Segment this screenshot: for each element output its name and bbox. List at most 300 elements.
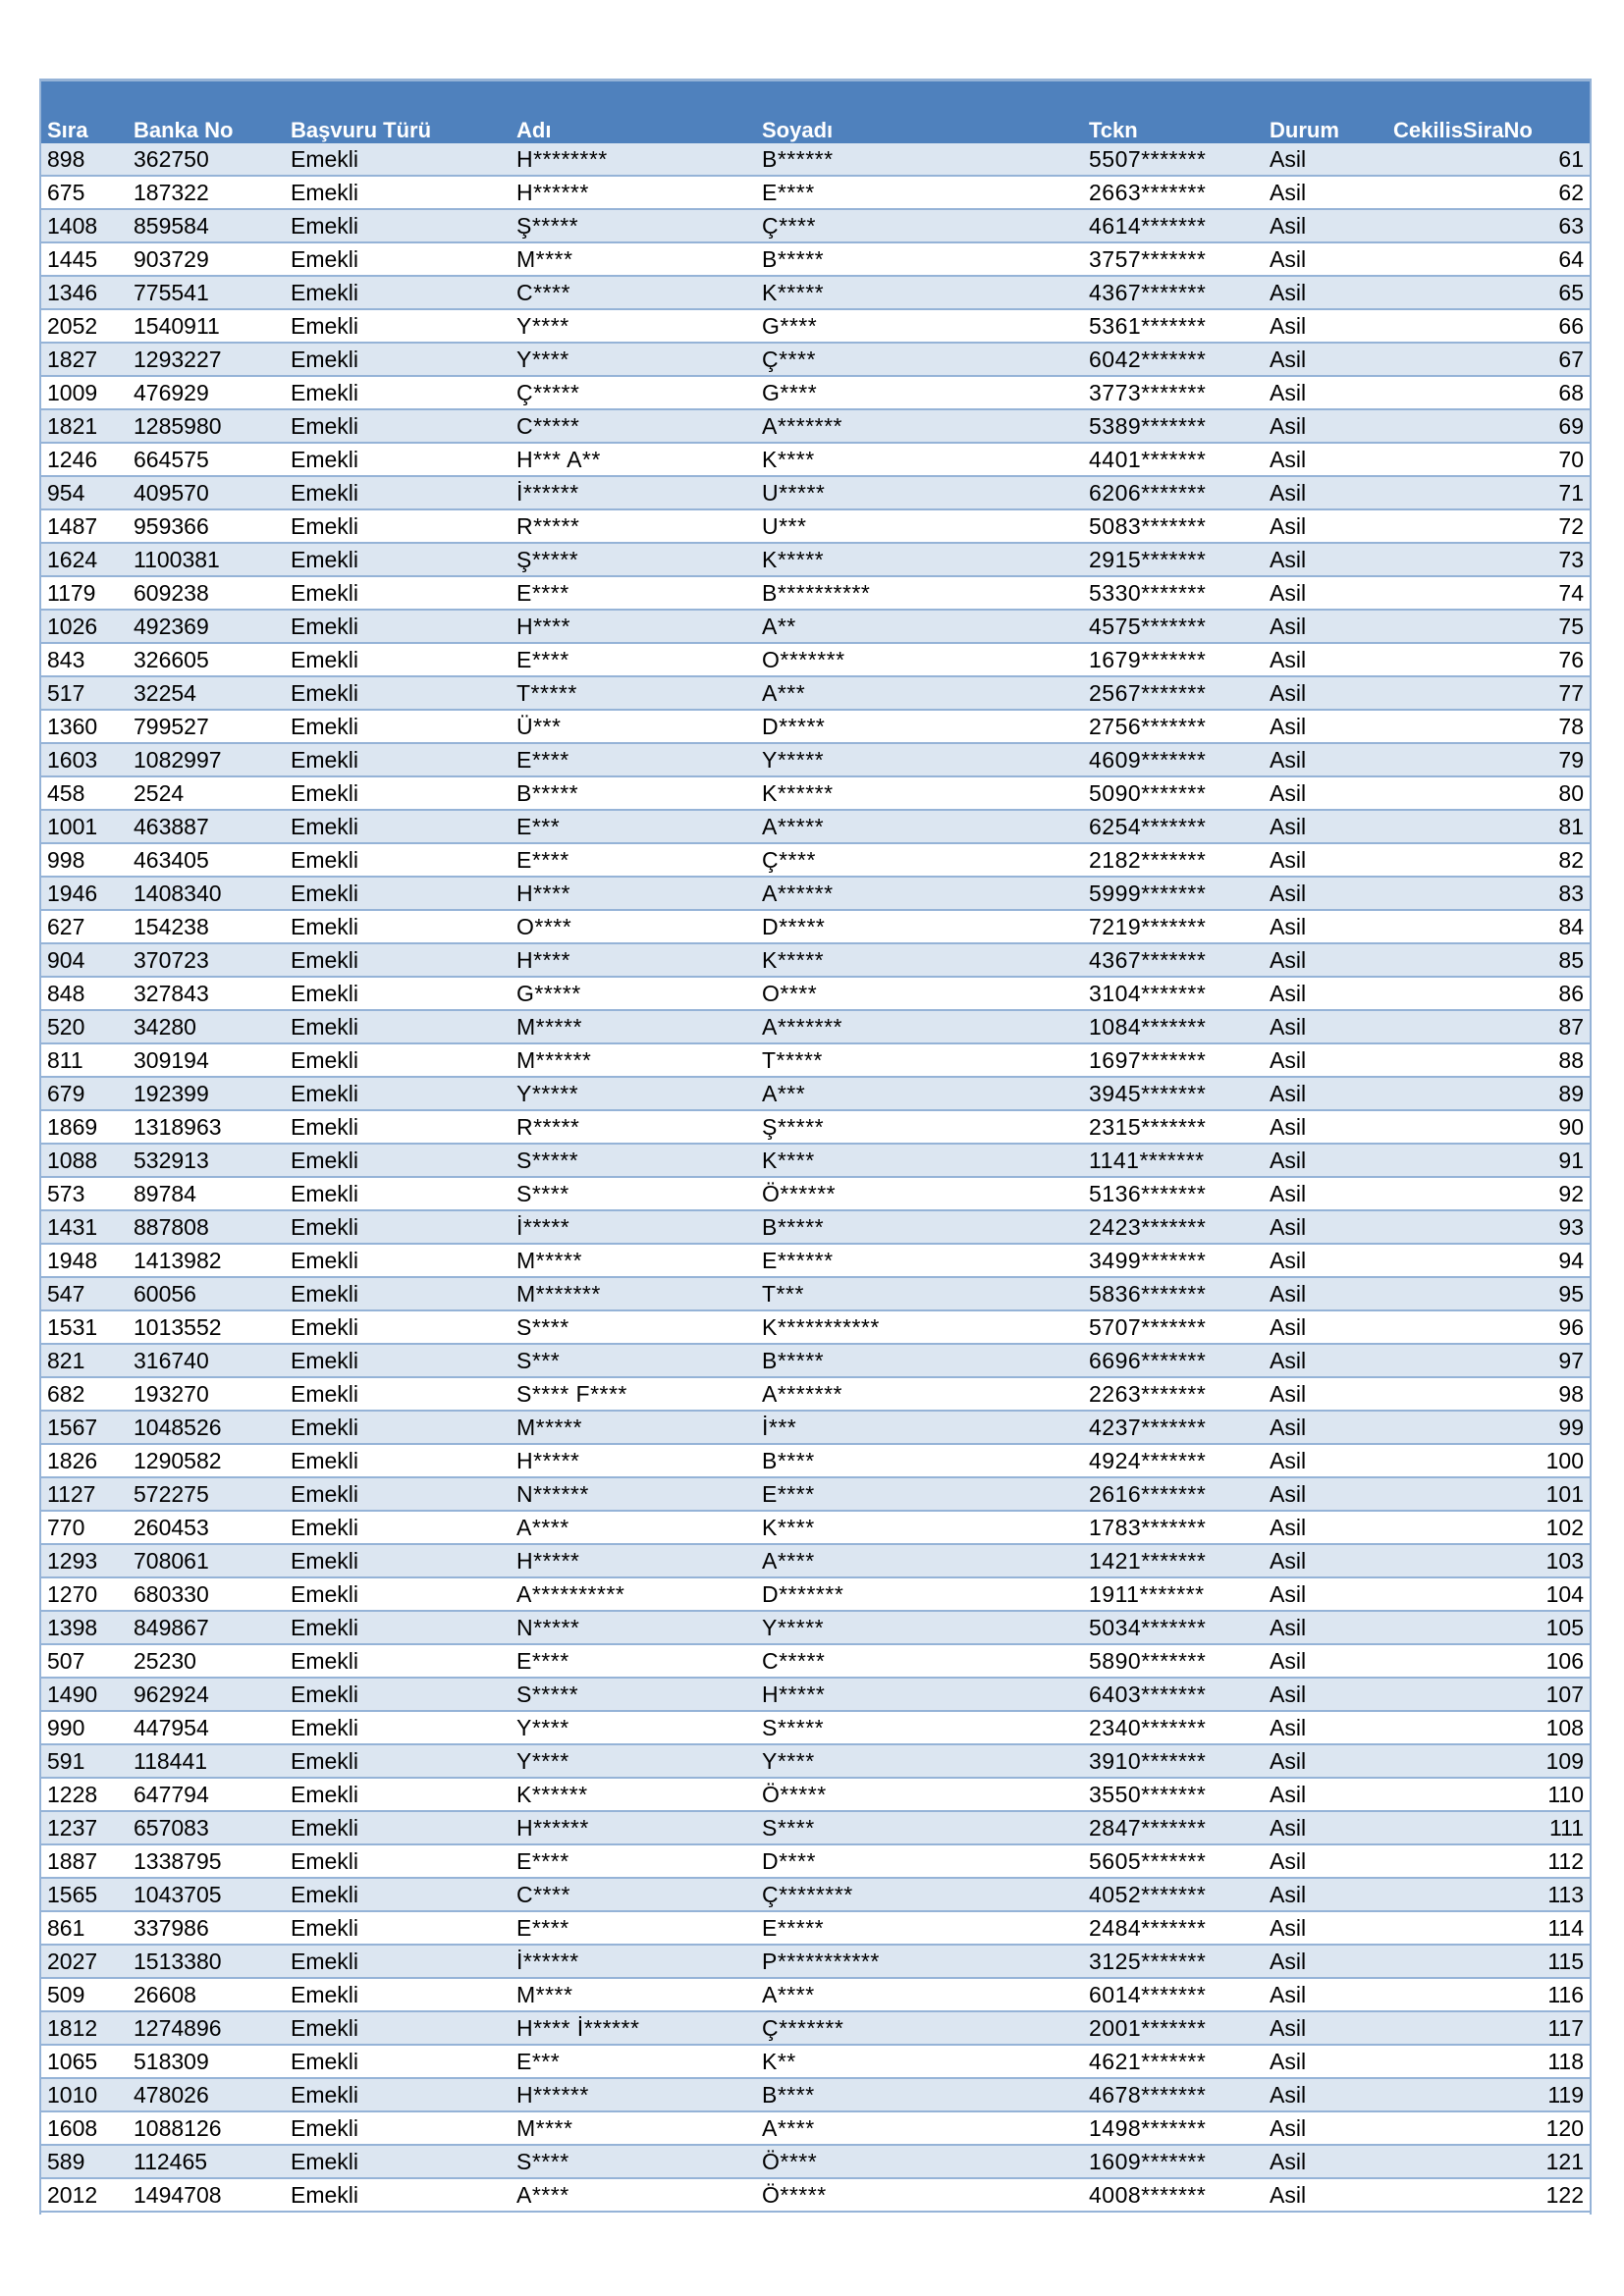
cell-banka-no: 708061 — [128, 1544, 285, 1577]
cell-adi: M***** — [511, 1244, 756, 1277]
table-row — [41, 376, 1590, 409]
cell-sira: 2052 — [41, 309, 128, 343]
table-row — [41, 1577, 1590, 1611]
cell-cekilis-sira-no: 78 — [1387, 710, 1590, 743]
cell-sira: 811 — [41, 1043, 128, 1077]
cell-adi: E**** — [511, 743, 756, 776]
cell-banka-no: 1318963 — [128, 1110, 285, 1144]
cell-adi: M**** — [511, 242, 756, 276]
cell-sira: 1826 — [41, 1444, 128, 1477]
cell-adi: Ş***** — [511, 209, 756, 242]
table-row — [41, 776, 1590, 810]
cell-adi: H**** — [511, 877, 756, 910]
table-row — [41, 242, 1590, 276]
table-row — [41, 1844, 1590, 1878]
cell-sira: 954 — [41, 476, 128, 509]
table-row — [41, 576, 1590, 610]
cell-basvuru-turu: Emekli — [285, 1978, 511, 2011]
table-row — [41, 1110, 1590, 1144]
cell-cekilis-sira-no: 81 — [1387, 810, 1590, 843]
cell-cekilis-sira-no: 72 — [1387, 509, 1590, 543]
cell-basvuru-turu: Emekli — [285, 1110, 511, 1144]
cell-tckn: 6254******* — [1083, 810, 1264, 843]
column-header-cekilis-sira-no[interactable]: CekilisSiraNo — [1387, 80, 1590, 144]
cell-sira: 1179 — [41, 576, 128, 610]
cell-banka-no: 492369 — [128, 610, 285, 643]
cell-tckn: 1609******* — [1083, 2145, 1264, 2178]
table-row — [41, 1911, 1590, 1945]
cell-cekilis-sira-no: 107 — [1387, 1678, 1590, 1711]
cell-sira: 1237 — [41, 1811, 128, 1844]
cell-soyadi: A*** — [756, 676, 1083, 710]
cell-sira: 520 — [41, 1010, 128, 1043]
cell-tckn: 6014******* — [1083, 1978, 1264, 2011]
cell-cekilis-sira-no: 119 — [1387, 2078, 1590, 2111]
cell-banka-no: 532913 — [128, 1144, 285, 1177]
cell-banka-no: 775541 — [128, 276, 285, 309]
cell-cekilis-sira-no: 109 — [1387, 1744, 1590, 1778]
table-row — [41, 1411, 1590, 1444]
cell-tckn: 2340******* — [1083, 1711, 1264, 1744]
column-header-basvuru-turu[interactable]: Başvuru Türü — [285, 80, 511, 144]
column-header-durum[interactable]: Durum — [1264, 80, 1387, 144]
cell-tckn: 4609******* — [1083, 743, 1264, 776]
column-header-tckn[interactable]: Tckn — [1083, 80, 1264, 144]
cell-durum: Asil — [1264, 1744, 1387, 1778]
table-row — [41, 1277, 1590, 1310]
cell-banka-no: 32254 — [128, 676, 285, 710]
cell-adi: S*** — [511, 1344, 756, 1377]
cell-tckn: 1498******* — [1083, 2111, 1264, 2145]
cell-tckn: 2001******* — [1083, 2011, 1264, 2045]
cell-tckn: 1084******* — [1083, 1010, 1264, 1043]
cell-basvuru-turu: Emekli — [285, 1544, 511, 1577]
cell-sira: 1490 — [41, 1678, 128, 1711]
cell-cekilis-sira-no: 71 — [1387, 476, 1590, 509]
cell-basvuru-turu: Emekli — [285, 1844, 511, 1878]
cell-soyadi: A**** — [756, 1978, 1083, 2011]
cell-adi: E**** — [511, 843, 756, 877]
cell-durum: Asil — [1264, 343, 1387, 376]
cell-basvuru-turu: Emekli — [285, 209, 511, 242]
cell-banka-no: 1285980 — [128, 409, 285, 443]
cell-basvuru-turu: Emekli — [285, 1444, 511, 1477]
cell-durum: Asil — [1264, 676, 1387, 710]
cell-cekilis-sira-no: 87 — [1387, 1010, 1590, 1043]
cell-basvuru-turu: Emekli — [285, 409, 511, 443]
cell-soyadi: K****** — [756, 776, 1083, 810]
cell-adi: C***** — [511, 409, 756, 443]
table-row — [41, 1444, 1590, 1477]
cell-cekilis-sira-no: 83 — [1387, 877, 1590, 910]
cell-soyadi: A****** — [756, 877, 1083, 910]
cell-durum: Asil — [1264, 2011, 1387, 2045]
cell-banka-no: 859584 — [128, 209, 285, 242]
cell-soyadi: D**** — [756, 1844, 1083, 1878]
cell-basvuru-turu: Emekli — [285, 1945, 511, 1978]
cell-cekilis-sira-no: 102 — [1387, 1511, 1590, 1544]
cell-durum: Asil — [1264, 576, 1387, 610]
cell-cekilis-sira-no: 122 — [1387, 2178, 1590, 2212]
cell-banka-no: 2524 — [128, 776, 285, 810]
cell-durum: Asil — [1264, 1377, 1387, 1411]
cell-soyadi: B**** — [756, 2078, 1083, 2111]
cell-basvuru-turu: Emekli — [285, 443, 511, 476]
cell-adi: K****** — [511, 1778, 756, 1811]
table-row — [41, 877, 1590, 910]
cell-cekilis-sira-no: 79 — [1387, 743, 1590, 776]
cell-tckn: 3945******* — [1083, 1077, 1264, 1110]
cell-banka-no: 1540911 — [128, 309, 285, 343]
cell-soyadi: E***** — [756, 1911, 1083, 1945]
cell-basvuru-turu: Emekli — [285, 2145, 511, 2178]
cell-banka-no: 1274896 — [128, 2011, 285, 2045]
cell-soyadi: Ç**** — [756, 343, 1083, 376]
cell-sira: 2012 — [41, 2178, 128, 2212]
cell-banka-no: 959366 — [128, 509, 285, 543]
cell-cekilis-sira-no: 92 — [1387, 1177, 1590, 1210]
cell-durum: Asil — [1264, 1411, 1387, 1444]
cell-adi: A**** — [511, 1511, 756, 1544]
cell-banka-no: 327843 — [128, 977, 285, 1010]
cell-adi: A**** — [511, 2178, 756, 2212]
table-row — [41, 1043, 1590, 1077]
cell-banka-no: 1408340 — [128, 877, 285, 910]
cell-cekilis-sira-no: 68 — [1387, 376, 1590, 409]
cell-banka-no: 60056 — [128, 1277, 285, 1310]
table-body — [41, 143, 1590, 2212]
cell-banka-no: 193270 — [128, 1377, 285, 1411]
table-row — [41, 1611, 1590, 1644]
cell-durum: Asil — [1264, 276, 1387, 309]
cell-sira: 861 — [41, 1911, 128, 1945]
cell-banka-no: 447954 — [128, 1711, 285, 1744]
cell-banka-no: 478026 — [128, 2078, 285, 2111]
cell-tckn: 2616******* — [1083, 1477, 1264, 1511]
cell-sira: 1010 — [41, 2078, 128, 2111]
cell-durum: Asil — [1264, 443, 1387, 476]
cell-basvuru-turu: Emekli — [285, 710, 511, 743]
cell-tckn: 4008******* — [1083, 2178, 1264, 2212]
cell-durum: Asil — [1264, 710, 1387, 743]
cell-tckn: 5507******* — [1083, 143, 1264, 176]
cell-soyadi: H***** — [756, 1678, 1083, 1711]
cell-sira: 1445 — [41, 242, 128, 276]
cell-basvuru-turu: Emekli — [285, 1010, 511, 1043]
cell-sira: 682 — [41, 1377, 128, 1411]
cell-basvuru-turu: Emekli — [285, 1244, 511, 1277]
column-header-soyadi[interactable]: Soyadı — [756, 80, 1083, 144]
cell-tckn: 6206******* — [1083, 476, 1264, 509]
table-row — [41, 143, 1590, 176]
cell-sira: 821 — [41, 1344, 128, 1377]
cell-durum: Asil — [1264, 643, 1387, 676]
table-row — [41, 176, 1590, 209]
cell-adi: H**** İ****** — [511, 2011, 756, 2045]
cell-basvuru-turu: Emekli — [285, 1644, 511, 1678]
cell-durum: Asil — [1264, 1444, 1387, 1477]
cell-adi: Y**** — [511, 343, 756, 376]
cell-tckn: 5890******* — [1083, 1644, 1264, 1678]
cell-soyadi: D***** — [756, 710, 1083, 743]
table-row — [41, 676, 1590, 710]
cell-durum: Asil — [1264, 977, 1387, 1010]
cell-sira: 2027 — [41, 1945, 128, 1978]
cell-sira: 1487 — [41, 509, 128, 543]
cell-cekilis-sira-no: 103 — [1387, 1544, 1590, 1577]
cell-tckn: 5605******* — [1083, 1844, 1264, 1878]
cell-soyadi: B**** — [756, 1444, 1083, 1477]
cell-adi: H***** — [511, 1444, 756, 1477]
table-row — [41, 509, 1590, 543]
cell-basvuru-turu: Emekli — [285, 1811, 511, 1844]
cell-basvuru-turu: Emekli — [285, 376, 511, 409]
cell-soyadi: D******* — [756, 1577, 1083, 1611]
table-row — [41, 2145, 1590, 2178]
cell-basvuru-turu: Emekli — [285, 877, 511, 910]
cell-durum: Asil — [1264, 242, 1387, 276]
cell-adi: C**** — [511, 276, 756, 309]
cell-adi: Y**** — [511, 1744, 756, 1778]
cell-sira: 591 — [41, 1744, 128, 1778]
cell-sira: 1827 — [41, 343, 128, 376]
cell-sira: 1026 — [41, 610, 128, 643]
cell-banka-no: 1100381 — [128, 543, 285, 576]
cell-cekilis-sira-no: 94 — [1387, 1244, 1590, 1277]
table-row — [41, 1077, 1590, 1110]
cell-durum: Asil — [1264, 1945, 1387, 1978]
cell-basvuru-turu: Emekli — [285, 1577, 511, 1611]
cell-durum: Asil — [1264, 1978, 1387, 2011]
cell-durum: Asil — [1264, 409, 1387, 443]
cell-tckn: 1141******* — [1083, 1144, 1264, 1177]
cell-soyadi: S**** — [756, 1811, 1083, 1844]
table-row — [41, 1711, 1590, 1744]
cell-adi: E**** — [511, 643, 756, 676]
cell-durum: Asil — [1264, 1511, 1387, 1544]
cell-sira: 1127 — [41, 1477, 128, 1511]
cell-soyadi: A******* — [756, 1010, 1083, 1043]
table-row — [41, 1477, 1590, 1511]
cell-durum: Asil — [1264, 1544, 1387, 1577]
cell-basvuru-turu: Emekli — [285, 1744, 511, 1778]
cell-tckn: 5389******* — [1083, 409, 1264, 443]
cell-tckn: 2315******* — [1083, 1110, 1264, 1144]
cell-tckn: 3125******* — [1083, 1945, 1264, 1978]
table-row — [41, 977, 1590, 1010]
cell-cekilis-sira-no: 104 — [1387, 1577, 1590, 1611]
cell-adi: Y**** — [511, 309, 756, 343]
cell-soyadi: O**** — [756, 977, 1083, 1010]
cell-sira: 517 — [41, 676, 128, 710]
cell-soyadi: B********** — [756, 576, 1083, 610]
cell-durum: Asil — [1264, 2178, 1387, 2212]
cell-durum: Asil — [1264, 2078, 1387, 2111]
cell-tckn: 2263******* — [1083, 1377, 1264, 1411]
cell-cekilis-sira-no: 113 — [1387, 1878, 1590, 1911]
cell-cekilis-sira-no: 108 — [1387, 1711, 1590, 1744]
cell-adi: İ****** — [511, 476, 756, 509]
table-row — [41, 476, 1590, 509]
cell-cekilis-sira-no: 105 — [1387, 1611, 1590, 1644]
cell-sira: 770 — [41, 1511, 128, 1544]
cell-basvuru-turu: Emekli — [285, 776, 511, 810]
table-row — [41, 2045, 1590, 2078]
cell-adi: E**** — [511, 1844, 756, 1878]
cell-sira: 1565 — [41, 1878, 128, 1911]
cell-tckn: 1697******* — [1083, 1043, 1264, 1077]
cell-soyadi: B***** — [756, 1344, 1083, 1377]
cell-banka-no: 34280 — [128, 1010, 285, 1043]
cell-adi: R***** — [511, 509, 756, 543]
column-header-banka-no[interactable]: Banka No — [128, 80, 285, 144]
cell-banka-no: 118441 — [128, 1744, 285, 1778]
cell-basvuru-turu: Emekli — [285, 1511, 511, 1544]
cell-tckn: 3757******* — [1083, 242, 1264, 276]
cell-tckn: 5836******* — [1083, 1277, 1264, 1310]
cell-adi: S**** — [511, 1177, 756, 1210]
cell-soyadi: Ç******** — [756, 1878, 1083, 1911]
cell-durum: Asil — [1264, 2111, 1387, 2145]
cell-sira: 1270 — [41, 1577, 128, 1611]
cell-adi: S***** — [511, 1144, 756, 1177]
cell-sira: 458 — [41, 776, 128, 810]
table-row — [41, 643, 1590, 676]
cell-sira: 898 — [41, 143, 128, 176]
table-row — [41, 1544, 1590, 1577]
cell-durum: Asil — [1264, 176, 1387, 209]
cell-sira: 904 — [41, 943, 128, 977]
cell-banka-no: 1293227 — [128, 343, 285, 376]
cell-adi: S**** F**** — [511, 1377, 756, 1411]
cell-durum: Asil — [1264, 376, 1387, 409]
cell-cekilis-sira-no: 114 — [1387, 1911, 1590, 1945]
cell-sira: 675 — [41, 176, 128, 209]
cell-basvuru-turu: Emekli — [285, 1911, 511, 1945]
cell-sira: 998 — [41, 843, 128, 877]
cell-durum: Asil — [1264, 1611, 1387, 1644]
table-row — [41, 276, 1590, 309]
table-row — [41, 1811, 1590, 1844]
cell-adi: E**** — [511, 576, 756, 610]
cell-basvuru-turu: Emekli — [285, 810, 511, 843]
cell-banka-no: 362750 — [128, 143, 285, 176]
cell-adi: Y**** — [511, 1711, 756, 1744]
table-row — [41, 943, 1590, 977]
cell-sira: 1869 — [41, 1110, 128, 1144]
column-header-sira[interactable]: Sıra — [41, 80, 128, 144]
cell-cekilis-sira-no: 65 — [1387, 276, 1590, 309]
cell-banka-no: 89784 — [128, 1177, 285, 1210]
cell-banka-no: 260453 — [128, 1511, 285, 1544]
cell-durum: Asil — [1264, 1911, 1387, 1945]
cell-durum: Asil — [1264, 209, 1387, 242]
cell-tckn: 6696******* — [1083, 1344, 1264, 1377]
table-row — [41, 309, 1590, 343]
cell-soyadi: A***** — [756, 810, 1083, 843]
cell-tckn: 4237******* — [1083, 1411, 1264, 1444]
table-row — [41, 1778, 1590, 1811]
cell-banka-no: 518309 — [128, 2045, 285, 2078]
cell-adi: M****** — [511, 1043, 756, 1077]
cell-tckn: 5707******* — [1083, 1310, 1264, 1344]
cell-durum: Asil — [1264, 1043, 1387, 1077]
cell-sira: 1567 — [41, 1411, 128, 1444]
cell-cekilis-sira-no: 62 — [1387, 176, 1590, 209]
cell-durum: Asil — [1264, 1177, 1387, 1210]
cell-durum: Asil — [1264, 1210, 1387, 1244]
cell-tckn: 5330******* — [1083, 576, 1264, 610]
cell-adi: Y***** — [511, 1077, 756, 1110]
cell-soyadi: E**** — [756, 176, 1083, 209]
cell-tckn: 2484******* — [1083, 1911, 1264, 1945]
cell-basvuru-turu: Emekli — [285, 509, 511, 543]
cell-sira: 1821 — [41, 409, 128, 443]
cell-adi: M******* — [511, 1277, 756, 1310]
cell-tckn: 3499******* — [1083, 1244, 1264, 1277]
cell-sira: 1001 — [41, 810, 128, 843]
cell-soyadi: K*********** — [756, 1310, 1083, 1344]
cell-soyadi: Ç**** — [756, 843, 1083, 877]
column-header-adi[interactable]: Adı — [511, 80, 756, 144]
table-row — [41, 1678, 1590, 1711]
cell-banka-no: 903729 — [128, 242, 285, 276]
cell-tckn: 2182******* — [1083, 843, 1264, 877]
cell-sira: 1398 — [41, 1611, 128, 1644]
cell-tckn: 4367******* — [1083, 276, 1264, 309]
cell-basvuru-turu: Emekli — [285, 910, 511, 943]
cell-cekilis-sira-no: 106 — [1387, 1644, 1590, 1678]
cell-durum: Asil — [1264, 843, 1387, 877]
cell-cekilis-sira-no: 61 — [1387, 143, 1590, 176]
table-row — [41, 1344, 1590, 1377]
cell-cekilis-sira-no: 76 — [1387, 643, 1590, 676]
cell-tckn: 3773******* — [1083, 376, 1264, 409]
cell-banka-no: 476929 — [128, 376, 285, 409]
cell-durum: Asil — [1264, 476, 1387, 509]
cell-cekilis-sira-no: 96 — [1387, 1310, 1590, 1344]
cell-tckn: 3910******* — [1083, 1744, 1264, 1778]
cell-tckn: 2847******* — [1083, 1811, 1264, 1844]
cell-sira: 1228 — [41, 1778, 128, 1811]
cell-tckn: 5034******* — [1083, 1611, 1264, 1644]
cell-soyadi: G**** — [756, 309, 1083, 343]
cell-durum: Asil — [1264, 1110, 1387, 1144]
cell-adi: S**** — [511, 2145, 756, 2178]
cell-cekilis-sira-no: 64 — [1387, 242, 1590, 276]
cell-basvuru-turu: Emekli — [285, 543, 511, 576]
cell-tckn: 2915******* — [1083, 543, 1264, 576]
cell-tckn: 5999******* — [1083, 877, 1264, 910]
cell-banka-no: 112465 — [128, 2145, 285, 2178]
cell-tckn: 5083******* — [1083, 509, 1264, 543]
cell-soyadi: Ç**** — [756, 209, 1083, 242]
cell-soyadi: T*** — [756, 1277, 1083, 1310]
cell-durum: Asil — [1264, 810, 1387, 843]
cell-sira: 509 — [41, 1978, 128, 2011]
cell-sira: 1088 — [41, 1144, 128, 1177]
cell-durum: Asil — [1264, 1878, 1387, 1911]
cell-basvuru-turu: Emekli — [285, 1611, 511, 1644]
cell-sira: 1946 — [41, 877, 128, 910]
cell-soyadi: K**** — [756, 1511, 1083, 1544]
cell-sira: 843 — [41, 643, 128, 676]
cell-banka-no: 664575 — [128, 443, 285, 476]
cell-basvuru-turu: Emekli — [285, 743, 511, 776]
cell-soyadi: A** — [756, 610, 1083, 643]
table-row — [41, 1310, 1590, 1344]
cell-basvuru-turu: Emekli — [285, 242, 511, 276]
